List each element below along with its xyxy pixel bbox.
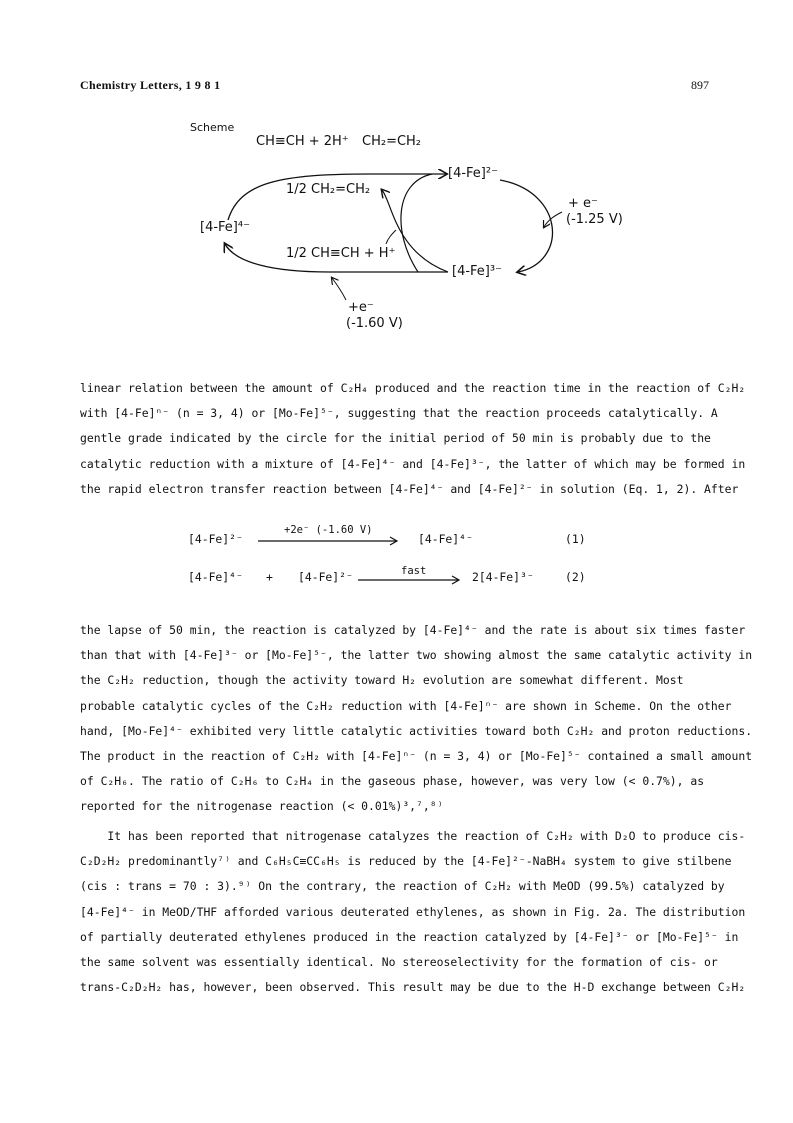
paragraph-3	[80, 824, 746, 1000]
text-line: the rapid electron transfer reaction between [4-Fe]⁴⁻ and [4-Fe]²⁻ in solution (Eq. 1, 2). After	[80, 481, 739, 496]
scheme-lower-inner: 1/2 CH≡CH + H⁺	[286, 246, 396, 261]
scheme-top-reactants: CH≡CH + 2H⁺	[256, 134, 349, 149]
eq2-arrow	[358, 575, 462, 585]
eq1-left: [4-Fe]²⁻	[188, 532, 243, 546]
text-line: of C₂H₆. The ratio of C₂H₆ to C₂H₄ in the gaseous phase, however, was very low (< 0.7%), as	[80, 774, 705, 789]
journal-title: Chemistry Letters, 1 9 8 1	[80, 78, 221, 92]
scheme-upper-inner: 1/2 CH₂=CH₂	[286, 182, 371, 197]
scheme-label: Scheme	[190, 121, 235, 134]
eq2-number: (2)	[565, 570, 586, 584]
eq2-plus: +	[266, 570, 273, 584]
text-line: C₂D₂H₂ predominantly⁷⁾ and C₆H₅C≡CC₆H₅ is reduced by the [4-Fe]²⁻-NaBH₄ system to give stilbene	[80, 854, 732, 869]
right-electron-arrow	[544, 212, 562, 227]
eq2-left-b: [4-Fe]²⁻	[298, 570, 353, 584]
text-line: The product in the reaction of C₂H₂ with [4-Fe]ⁿ⁻ (n = 3, 4) or [Mo-Fe]⁵⁻ contained a small amount	[80, 749, 753, 764]
inner-curve-a	[401, 174, 432, 272]
text-line: trans-C₂D₂H₂ has, however, been observed. This result may be due to the H-D exchange between C₂H₂	[80, 980, 746, 995]
eq2-right: 2[4-Fe]³⁻	[472, 570, 534, 584]
eq1-right: [4-Fe]⁴⁻	[418, 532, 473, 546]
text-line: [4-Fe]⁴⁻ in MeOD/THF afforded various deuterated ethylenes, as shown in Fig. 2a. The distribution	[80, 904, 746, 919]
eq1-arrow-label: +2e⁻ (-1.60 V)	[284, 524, 373, 536]
eq1-number: (1)	[565, 532, 586, 546]
text-line: with [4-Fe]ⁿ⁻ (n = 3, 4) or [Mo-Fe]⁵⁻, suggesting that the reaction proceeds catalytically. A	[80, 406, 718, 421]
text-line: the C₂H₂ reduction, though the activity toward H₂ evolution are somewhat different. Most	[80, 673, 684, 688]
paragraph-2	[80, 618, 753, 820]
scheme-node-left: [4-Fe]⁴⁻	[200, 220, 250, 235]
scheme-top-product: CH₂=CH₂	[362, 134, 422, 149]
text-line: reported for the nitrogenase reaction (< 0.01%)³,⁷,⁸⁾	[80, 799, 444, 814]
bottom-electron-arrow	[332, 278, 346, 300]
text-line: linear relation between the amount of C₂H₄ produced and the reaction time in the reaction of C₂H₂	[80, 381, 746, 395]
scheme-bottom-potential: (-1.60 V)	[346, 316, 403, 331]
text-line: of partially deuterated ethylenes produced in the reaction catalyzed by [4-Fe]³⁻ or [Mo-Fe]⁵⁻ in	[80, 929, 739, 944]
reaction-scheme	[170, 112, 650, 342]
text-line: It has been reported that nitrogenase catalyzes the reaction of C₂H₂ with D₂O to produce cis-	[80, 829, 746, 843]
text-line: catalytic reduction with a mixture of [4-Fe]⁴⁻ and [4-Fe]³⁻, the latter of which may be formed in	[80, 456, 746, 471]
eq2-arrow-label: fast	[401, 565, 427, 577]
top-arrow	[228, 174, 446, 220]
text-line: the lapse of 50 min, the reaction is catalyzed by [4-Fe]⁴⁻ and the rate is about six times faster	[80, 623, 746, 637]
text-line: hand, [Mo-Fe]⁴⁻ exhibited very little catalytic activities toward both C₂H₂ and proton reductions.	[80, 723, 753, 738]
eq2-left-a: [4-Fe]⁴⁻	[188, 570, 243, 584]
eq1-arrow	[258, 536, 400, 546]
scheme-right-electron: + e⁻	[568, 196, 598, 211]
text-line: probable catalytic cycles of the C₂H₂ reduction with [4-Fe]ⁿ⁻ are shown in Scheme. On the other	[80, 698, 732, 713]
scheme-right-potential: (-1.25 V)	[566, 212, 623, 227]
scheme-node-top-right: [4-Fe]²⁻	[448, 166, 498, 181]
scheme-node-bottom-right: [4-Fe]³⁻	[452, 264, 502, 279]
text-line: than that with [4-Fe]³⁻ or [Mo-Fe]⁵⁻, the latter two showing almost the same catalytic activity in	[80, 648, 753, 663]
paragraph-1	[80, 376, 746, 502]
page-number: 897	[691, 78, 709, 92]
text-line: (cis : trans = 70 : 3).⁹⁾ On the contrary, the reaction of C₂H₂ with MeOD (99.5%) catalyzed by	[80, 879, 725, 894]
text-line: the same solvent was essentially identical. No stereoselectivity for the formation of cis- or	[80, 955, 718, 970]
page-header	[80, 78, 709, 92]
scheme-bottom-electron: +e⁻	[348, 300, 374, 315]
proton-arrow	[386, 230, 396, 244]
text-line: gentle grade indicated by the circle for the initial period of 50 min is probably due to the	[80, 431, 711, 446]
